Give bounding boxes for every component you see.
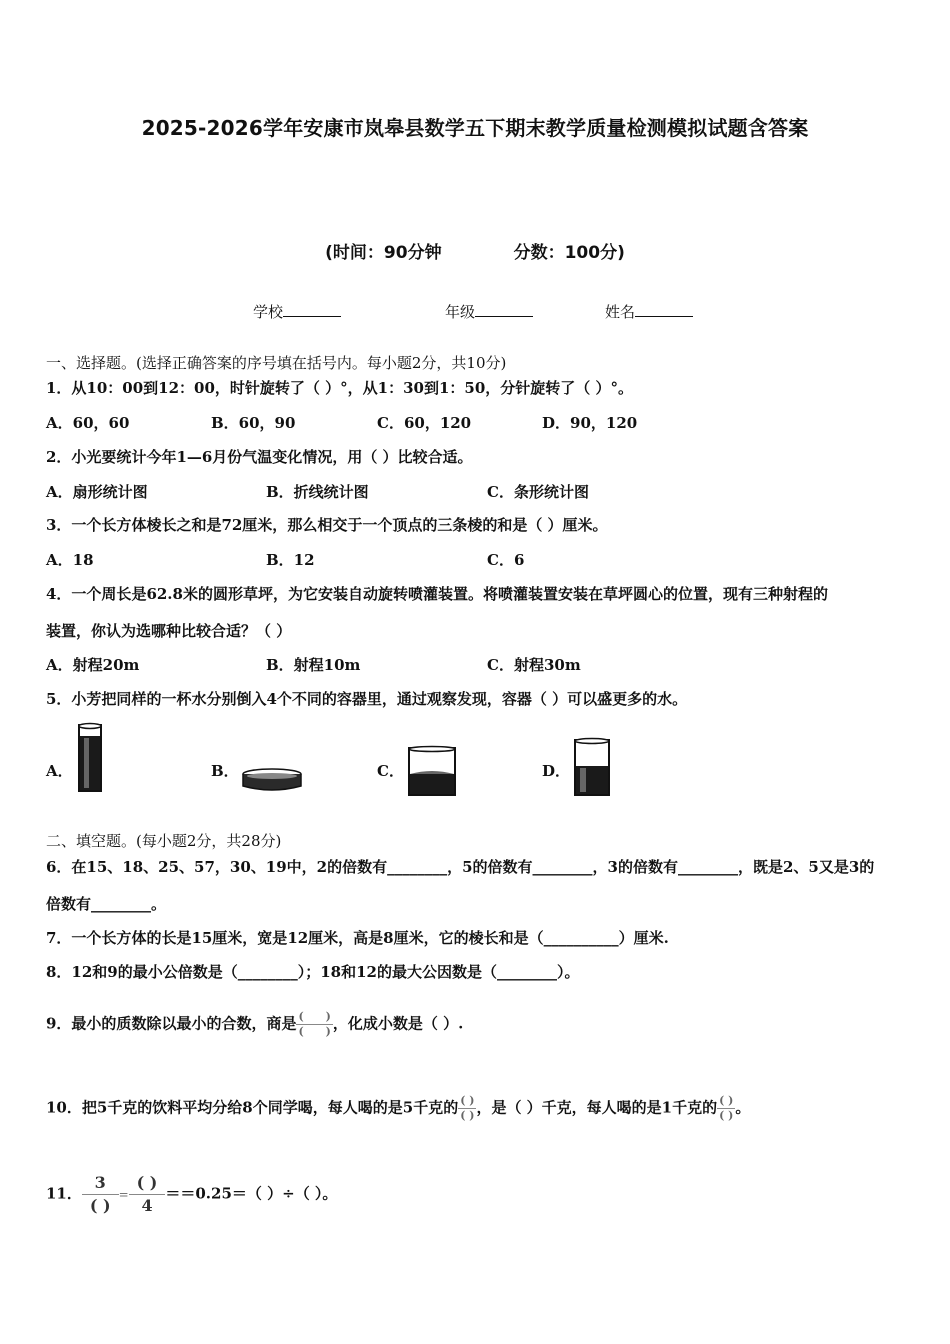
question-1: 1．从10：00到12：00，时针旋转了（ ）°，从1：30到1：50，分针旋转了（ ）°。 xyxy=(46,379,634,397)
q11-fraction-2: $\frac{( )}{4}$ xyxy=(129,1172,166,1217)
q10-fraction-2: $\frac{( )}{( )}$ xyxy=(719,1094,734,1122)
question-5: 5．小芳把同样的一杯水分别倒入4个不同的容器里，通过观察发现，容器（ ）可以盛更多的水。 xyxy=(46,690,688,708)
q2-option-b: B．折线统计图 xyxy=(266,483,369,501)
q5-option-c: C． xyxy=(377,762,404,780)
page-title: 2025-2026学年安康市岚皋县数学五下期末教学质量检测模拟试题含答案 xyxy=(141,116,809,140)
q2-option-c: C．条形统计图 xyxy=(487,483,589,501)
question-8: 8．12和9的最小公倍数是（________）；18和12的最大公因数是（________）。 xyxy=(46,963,580,981)
question-7: 7．一个长方体的长是15厘米，宽是12厘米，高是8厘米，它的棱长和是（__________）厘米. xyxy=(46,929,669,947)
question-9: 9．最小的质数除以最小的合数，商是 $\frac{( )}{( )}$ ，化成小数是（ ）. xyxy=(46,1010,464,1038)
question-6-line1: 6．在15、18、25、57，30、19中，2的倍数有________，5的倍数有________，3的倍数有________，既是2、5又是3的 xyxy=(46,858,875,876)
q5-option-a: A． xyxy=(46,762,73,780)
q2-option-a: A．扇形统计图 xyxy=(46,483,148,501)
q1-option-d: D．90，120 xyxy=(542,414,638,432)
question-3: 3．一个长方体棱长之和是72厘米，那么相交于一个顶点的三条棱的和是（ ）厘米。 xyxy=(46,516,608,534)
q11-fraction-1: $\frac{3}{( )}$ xyxy=(82,1172,119,1217)
question-4-line1: 4．一个周长是62.8米的圆形草坪，为它安装自动旋转喷灌装置。将喷灌装置安装在草坪圆心的位置，现有三种射程的 xyxy=(46,585,828,603)
q5-option-b: B． xyxy=(211,762,239,780)
container-c-image xyxy=(406,744,458,798)
q10-fraction-1: $\frac{( )}{( )}$ xyxy=(460,1094,475,1122)
grade-field: 年级 xyxy=(445,301,533,322)
q4-option-a: A．射程20m xyxy=(46,656,140,674)
exam-score: 分数：100分) xyxy=(513,243,625,263)
section2-heading: 二、填空题。(每小题2分，共28分) xyxy=(46,832,282,850)
question-11: 11． $\frac{3}{( )}$ = $\frac{( )}{4}$ ＝＝0.25＝（ ）÷（ ）。 xyxy=(46,1173,338,1215)
exam-time: (时间：90分钟 xyxy=(325,243,442,263)
q4-option-c: C．射程30m xyxy=(487,656,581,674)
container-b-image xyxy=(240,766,304,794)
q1-option-a: A．60，60 xyxy=(46,414,130,432)
q1-option-c: C．60，120 xyxy=(377,414,472,432)
q3-option-b: B．12 xyxy=(266,551,315,569)
q9-fraction: $\frac{( )}{( )}$ xyxy=(298,1010,331,1038)
question-6-line2: 倍数有________。 xyxy=(46,895,167,913)
q5-option-d: D． xyxy=(542,762,571,780)
question-10: 10．把5千克的饮料平均分给8个同学喝，每人喝的是5千克的 $\frac{( )}{( )}$ ，是（ ）千克，每人喝的是1千克的 $\frac{( )}{( )}$ 。 xyxy=(46,1094,751,1122)
q1-option-b: B．60，90 xyxy=(211,414,296,432)
name-field: 姓名 xyxy=(605,301,693,322)
q3-option-a: A．18 xyxy=(46,551,94,569)
q3-option-c: C．6 xyxy=(487,551,525,569)
school-field: 学校 xyxy=(253,301,341,322)
container-a-image xyxy=(76,722,104,794)
question-2: 2．小光要统计今年1—6月份气温变化情况，用（ ）比较合适。 xyxy=(46,448,473,466)
q4-option-b: B．射程10m xyxy=(266,656,361,674)
exam-meta xyxy=(0,238,950,263)
question-4-line2: 装置，你认为选哪种比较合适？（ ） xyxy=(46,622,292,640)
container-d-image xyxy=(572,736,612,798)
section1-heading: 一、选择题。(选择正确答案的序号填在括号内。每小题2分，共10分) xyxy=(46,354,507,372)
